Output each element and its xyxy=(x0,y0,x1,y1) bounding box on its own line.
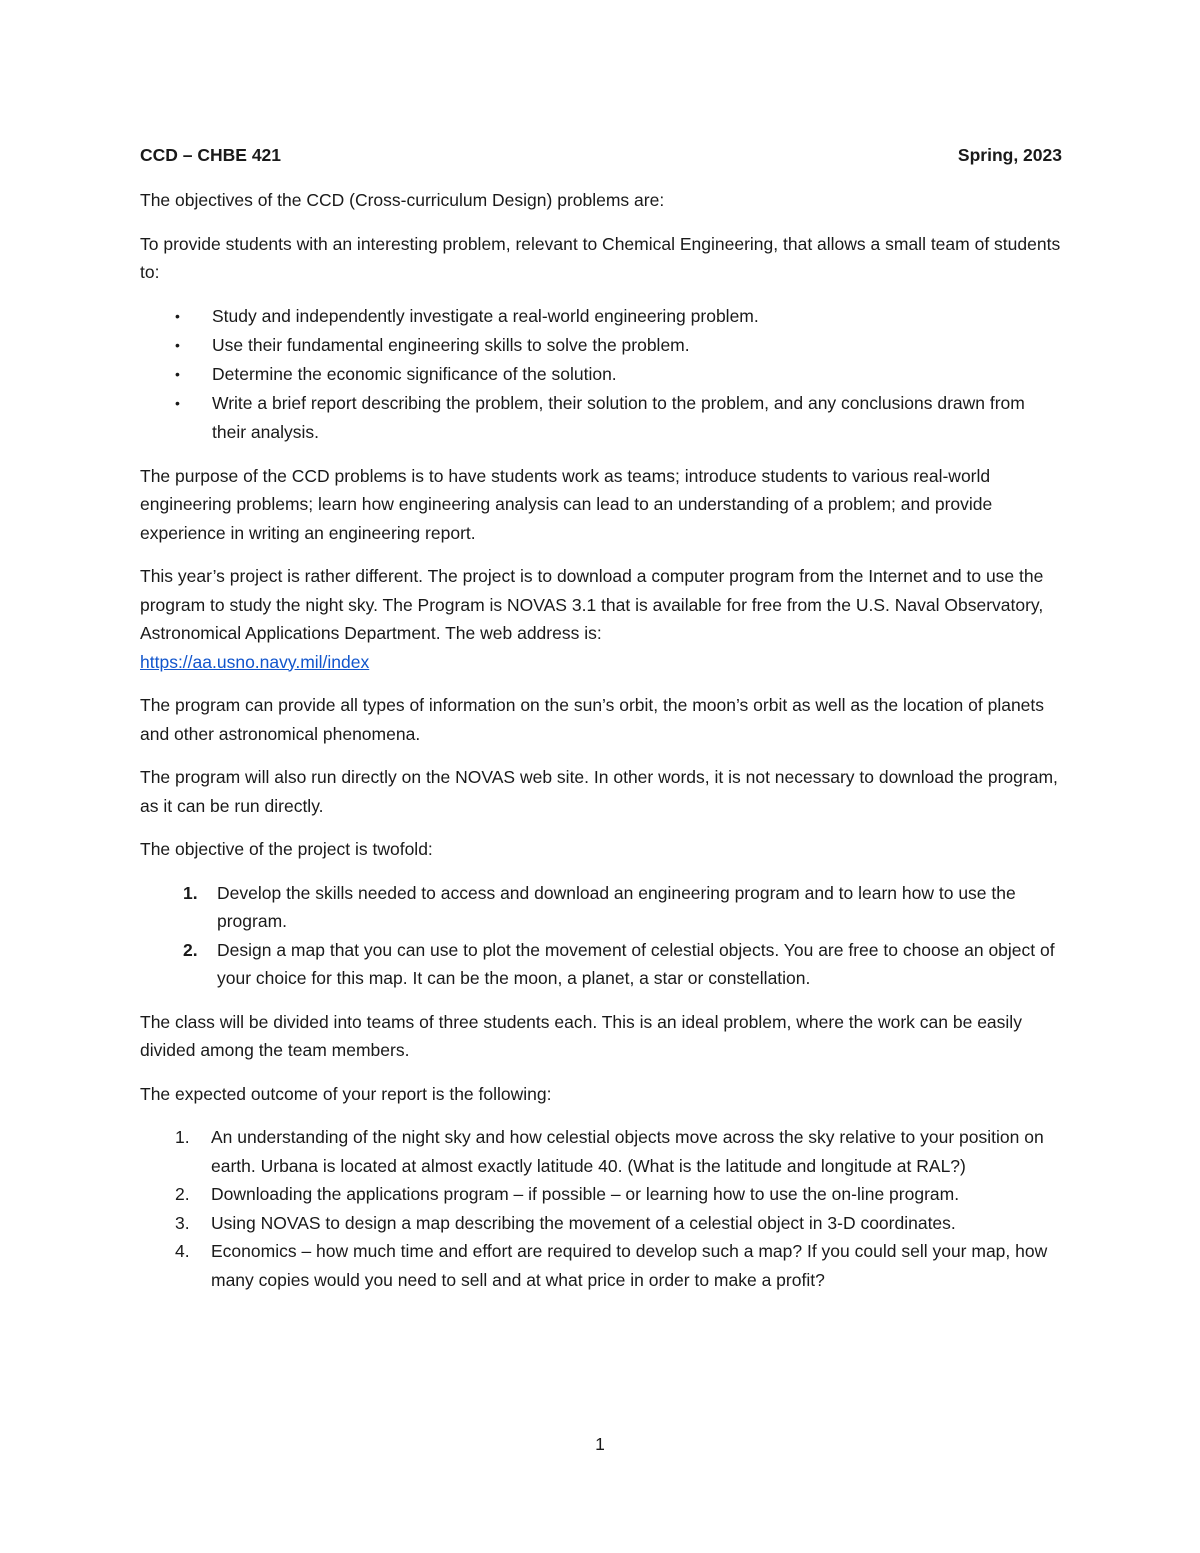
teams-paragraph: The class will be divided into teams of three students each. This is an ideal problem, where the work can be easily divided among the team members. xyxy=(140,1011,1022,1060)
list-item-text: Develop the skills needed to access and download an engineering program and to learn how to use the program. xyxy=(217,882,1016,931)
list-item-text: Study and independently investigate a real-world engineering problem. xyxy=(212,305,759,326)
bullet-icon: • xyxy=(175,307,180,324)
bullet-icon: • xyxy=(175,394,180,411)
list-item-text: Design a map that you can use to plot the movement of celestial objects. You are free to choose an object of your choice for this map. It can be the moon, a planet, a star or constellation. xyxy=(217,939,1055,988)
list-item xyxy=(140,302,1062,331)
list-number: 2. xyxy=(183,939,198,960)
list-number: 3. xyxy=(175,1212,190,1233)
intro-paragraph: The objectives of the CCD (Cross-curriculum Design) problems are: xyxy=(140,190,665,210)
web-run-paragraph: The program will also run directly on the NOVAS web site. In other words, it is not necessary to download the program, as it can be run directly. xyxy=(140,767,1058,816)
objective-intro: The objective of the project is twofold: xyxy=(140,839,433,859)
objectives-list xyxy=(140,302,1062,447)
list-item xyxy=(140,936,1062,993)
usno-link[interactable]: https://aa.usno.navy.mil/index xyxy=(140,651,370,672)
course-title: CCD – CHBE 421 xyxy=(140,145,282,165)
list-item xyxy=(140,1180,1062,1209)
list-item xyxy=(140,389,1062,447)
list-item-text: Downloading the applications program – if possible – or learning how to use the on-line program. xyxy=(211,1184,960,1204)
list-item xyxy=(140,1209,1062,1238)
document-header xyxy=(140,143,1062,167)
objective-list xyxy=(140,879,1062,993)
project-paragraph xyxy=(140,562,1062,676)
list-item-text: An understanding of the night sky and how celestial objects move across the sky relative to your position on earth. Urbana is located at almost exactly latitude 40. (What is the latitude and longitude at RAL?) xyxy=(211,1127,1044,1176)
provide-paragraph: To provide students with an interesting problem, relevant to Chemical Engineering, that allows a small team of students to: xyxy=(140,233,1061,282)
list-number: 1. xyxy=(183,882,198,903)
list-item xyxy=(140,331,1062,360)
purpose-paragraph: The purpose of the CCD problems is to have students work as teams; introduce students to various real-world engineering problems; learn how engineering analysis can lead to an understanding of a problem; and provide experience in writing an engineering report. xyxy=(140,465,993,543)
list-number: 2. xyxy=(175,1184,190,1204)
list-item-text: Write a brief report describing the problem, their solution to the problem, and any conclusions drawn from their analysis. xyxy=(212,392,1025,442)
list-item xyxy=(140,1123,1062,1180)
page-number: 1 xyxy=(595,1434,605,1454)
list-item-text: Using NOVAS to design a map describing the movement of a celestial object in 3-D coordinates. xyxy=(211,1212,956,1233)
list-number: 4. xyxy=(175,1241,190,1261)
outcome-intro: The expected outcome of your report is the following: xyxy=(140,1083,552,1104)
list-item xyxy=(140,879,1062,936)
list-item xyxy=(140,360,1062,389)
term-label: Spring, 2023 xyxy=(957,145,1062,165)
bullet-icon: • xyxy=(175,365,180,382)
project-text: This year’s project is rather different. The project is to download a computer program from the Internet and to use the program to study the night sky. The Program is NOVAS 3.1 that is available for free from the U.S. Naval Observatory, Astronomical Applications Department. The web address is: xyxy=(140,566,1044,643)
list-item-text: Economics – how much time and effort are required to develop such a map? If you could sell your map, how many copies would you need to sell and at what price in order to make a profit? xyxy=(211,1241,1048,1290)
capabilities-paragraph: The program can provide all types of information on the sun’s orbit, the moon’s orbit as well as the location of planets and other astronomical phenomena. xyxy=(140,695,1045,744)
list-number: 1. xyxy=(175,1127,190,1147)
bullet-icon: • xyxy=(175,336,180,353)
list-item-text: Determine the economic significance of the solution. xyxy=(212,363,617,384)
outcome-list xyxy=(140,1123,1062,1294)
list-item xyxy=(140,1237,1062,1294)
document-page xyxy=(140,143,1062,1309)
list-item-text: Use their fundamental engineering skills to solve the problem. xyxy=(212,334,690,355)
